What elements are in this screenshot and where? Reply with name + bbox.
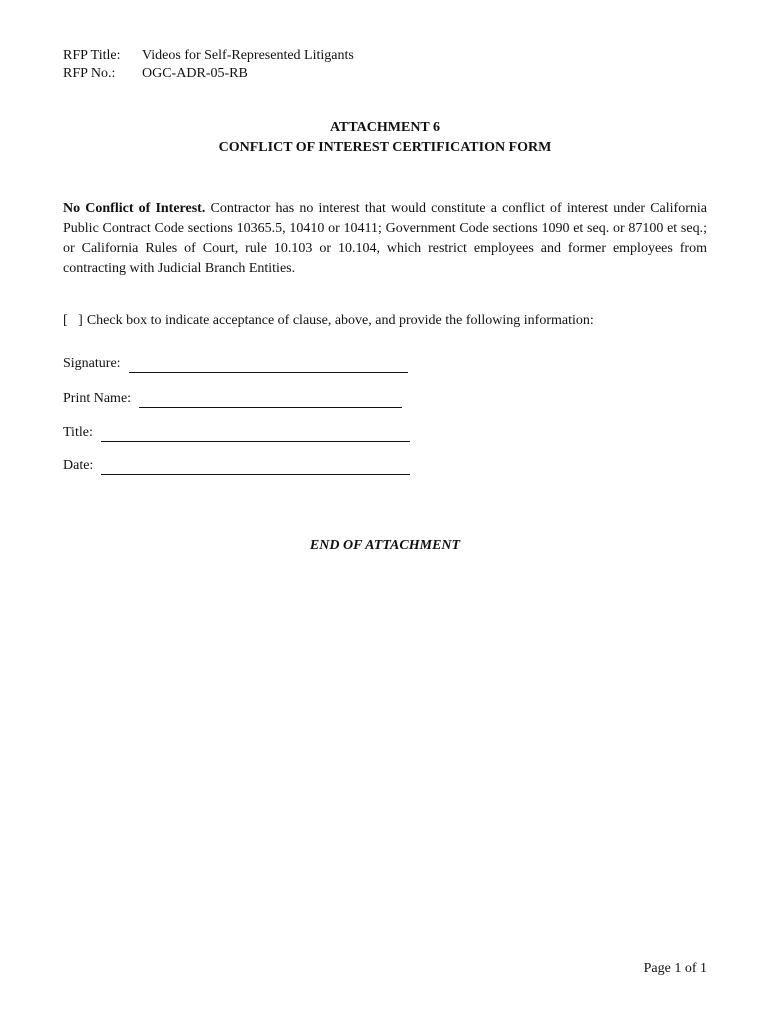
rfp-title-row [63, 47, 354, 65]
signature-label: Signature: [63, 356, 121, 371]
acceptance-text: Check box to indicate acceptance of clause, above, and provide the following information: [86, 313, 594, 328]
signature-field[interactable] [129, 358, 408, 373]
title-field-row [63, 424, 410, 442]
print-name-field-row [63, 390, 402, 408]
date-field[interactable] [101, 460, 410, 475]
acceptance-checkbox[interactable]: [ ] [63, 313, 83, 328]
form-title: CONFLICT OF INTEREST CERTIFICATION FORM [218, 140, 552, 155]
rfp-number-value: OGC-ADR-05-RB [142, 66, 248, 81]
rfp-title-value: Videos for Self-Represented Litigants [142, 48, 354, 63]
print-name-label: Print Name: [63, 391, 132, 406]
end-of-attachment: END OF ATTACHMENT [309, 538, 461, 553]
rfp-number-row [63, 65, 248, 83]
clause-lead: No Conflict of Interest. [63, 201, 206, 216]
attachment-title: ATTACHMENT 6 [329, 120, 441, 135]
print-name-field[interactable] [139, 393, 402, 408]
title-label: Title: [63, 425, 93, 440]
signature-field-row [63, 355, 408, 373]
conflict-clause [63, 199, 707, 279]
clause-text: Contractor has no interest that would constitute a conflict of interest under California Public Contract Code sections 10365.5, 10410 or 10411; Government Code sections 1090 et seq. or 87100 et seq.; or California Rules of Court, rule 10.103 or 10.104, which restrict employees and former employees from contracting with Judicial Branch Entities. [63, 201, 707, 276]
date-field-row [63, 457, 410, 475]
rfp-number-label: RFP No.: [63, 66, 116, 81]
rfp-title-label: RFP Title: [63, 48, 121, 63]
page-number: Page 1 of 1 [643, 961, 707, 976]
title-field[interactable] [101, 427, 410, 442]
acceptance-line [63, 312, 594, 330]
date-label: Date: [63, 458, 94, 473]
